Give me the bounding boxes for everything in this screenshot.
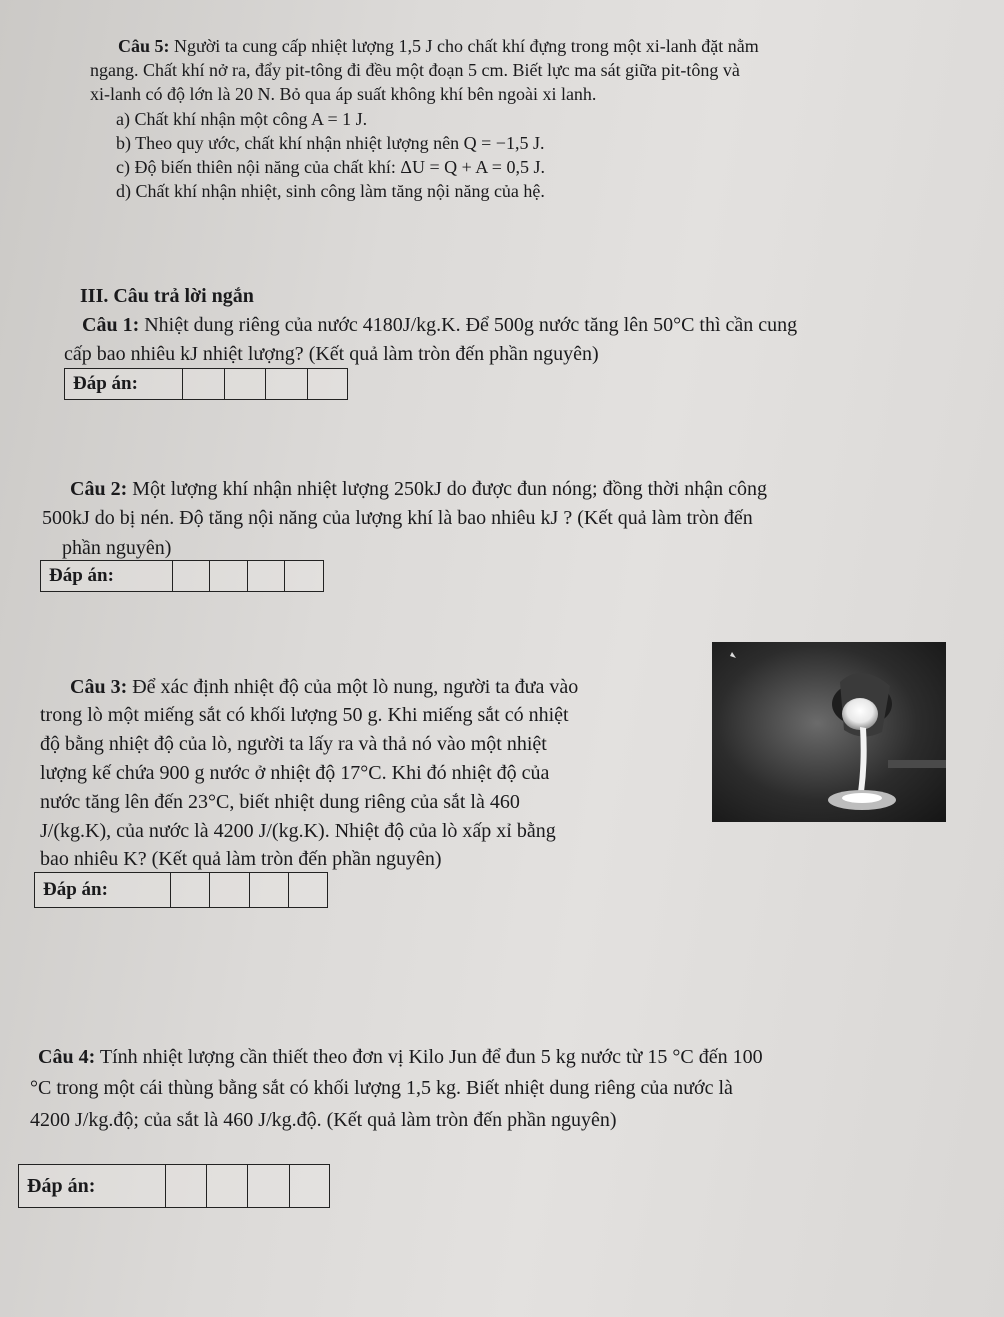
answer-label: Đáp án: [65, 369, 183, 399]
q1-line-1 [82, 313, 797, 337]
answer-cell[interactable] [171, 873, 211, 907]
q2-label: Câu 2: [70, 478, 128, 500]
q2-line-2: 500kJ do bị nén. Độ tăng nội năng của lượng khí là bao nhiêu kJ ? (Kết quả làm tròn đến [42, 507, 753, 529]
q3-line-3: độ bằng nhiệt độ của lò, người ta lấy ra và thả nó vào một nhiệt [40, 733, 547, 755]
q2-text-1: Một lượng khí nhận nhiệt lượng 250kJ do được đun nóng; đồng thời nhận công [127, 478, 768, 500]
q1-label: Câu 1: [82, 314, 140, 336]
q5-label: Câu 5: [118, 36, 170, 56]
q3-line-4: lượng kế chứa 900 g nước ở nhiệt độ 17°C. Khi đó nhiệt độ của [40, 762, 550, 784]
q1-text-1: Nhiệt dung riêng của nước 4180J/kg.K. Để 500g nước tăng lên 50°C thì cần cung [139, 314, 798, 336]
answer-label: Đáp án: [35, 873, 171, 907]
q4-line-2: °C trong một cái thùng bằng sắt có khối lượng 1,5 kg. Biết nhiệt dung riêng của nước là [30, 1077, 733, 1099]
answer-cell[interactable] [248, 1165, 289, 1207]
answer-cell[interactable] [308, 369, 347, 399]
q4-line-3: 4200 J/kg.độ; của sắt là 460 J/kg.độ. (Kết quả làm tròn đến phần nguyên) [30, 1109, 617, 1131]
q2-answer-box[interactable] [40, 560, 324, 592]
answer-cell[interactable] [248, 561, 286, 591]
answer-cell[interactable] [285, 561, 323, 591]
q3-line-2: trong lò một miếng sắt có khối lượng 50 g. Khi miếng sắt có nhiệt [40, 704, 569, 726]
answer-cell[interactable] [173, 561, 211, 591]
answer-cell[interactable] [210, 561, 248, 591]
q5-option-d: d) Chất khí nhận nhiệt, sinh công làm tăng nội năng của hệ. [116, 181, 545, 201]
q2-line-1 [70, 477, 767, 501]
q1-line-2: cấp bao nhiêu kJ nhiệt lượng? (Kết quả làm tròn đến phần nguyên) [64, 343, 599, 365]
answer-cell[interactable] [250, 873, 290, 907]
answer-cell[interactable] [290, 1165, 329, 1207]
answer-cell[interactable] [166, 1165, 207, 1207]
q4-answer-box[interactable] [18, 1164, 330, 1208]
q4-text-1: Tính nhiệt lượng cần thiết theo đơn vị Kilo Jun để đun 5 kg nước từ 15 °C đến 100 [95, 1046, 763, 1068]
q3-label: Câu 3: [70, 676, 128, 698]
section-title: III. Câu trả lời ngắn [80, 285, 254, 307]
q5-line-1 [118, 34, 759, 58]
answer-cell[interactable] [207, 1165, 248, 1207]
q3-line-6: J/(kg.K), của nước là 4200 J/(kg.K). Nhiệt độ của lò xấp xỉ bằng [40, 820, 556, 842]
q4-line-1 [38, 1045, 763, 1069]
answer-label: Đáp án: [19, 1165, 166, 1207]
q5-line-3: xi-lanh có độ lớn là 20 N. Bỏ qua áp suất không khí bên ngoài xi lanh. [90, 84, 597, 104]
q2-line-3: phần nguyên) [62, 537, 172, 559]
q5-option-b: b) Theo quy ước, chất khí nhận nhiệt lượng nên Q = −1,5 J. [116, 133, 545, 153]
q3-text-1: Để xác định nhiệt độ của một lò nung, người ta đưa vào [127, 676, 579, 698]
answer-cell[interactable] [289, 873, 327, 907]
q3-answer-box[interactable] [34, 872, 328, 908]
q4-label: Câu 4: [38, 1046, 96, 1068]
molten-metal-illustration [712, 642, 946, 822]
furnace-photo [712, 642, 946, 822]
q1-answer-box[interactable] [64, 368, 348, 400]
q3-line-5: nước tăng lên đến 23°C, biết nhiệt dung riêng của sắt là 460 [40, 791, 520, 813]
q5-text-1: Người ta cung cấp nhiệt lượng 1,5 J cho chất khí đựng trong một xi-lanh đặt nằm [169, 36, 759, 56]
q3-line-7: bao nhiêu K? (Kết quả làm tròn đến phần nguyên) [40, 848, 442, 870]
q5-line-2: ngang. Chất khí nở ra, đẩy pit-tông đi đều một đoạn 5 cm. Biết lực ma sát giữa pit-tông và [90, 60, 740, 80]
answer-cell[interactable] [183, 369, 224, 399]
answer-cell[interactable] [266, 369, 307, 399]
answer-cell[interactable] [225, 369, 266, 399]
answer-label: Đáp án: [41, 561, 173, 591]
q5-option-c: c) Độ biến thiên nội năng của chất khí: ΔU = Q + A = 0,5 J. [116, 157, 545, 177]
answer-cell[interactable] [210, 873, 250, 907]
q3-line-1 [70, 675, 578, 699]
q5-option-a: a) Chất khí nhận một công A = 1 J. [116, 109, 368, 129]
